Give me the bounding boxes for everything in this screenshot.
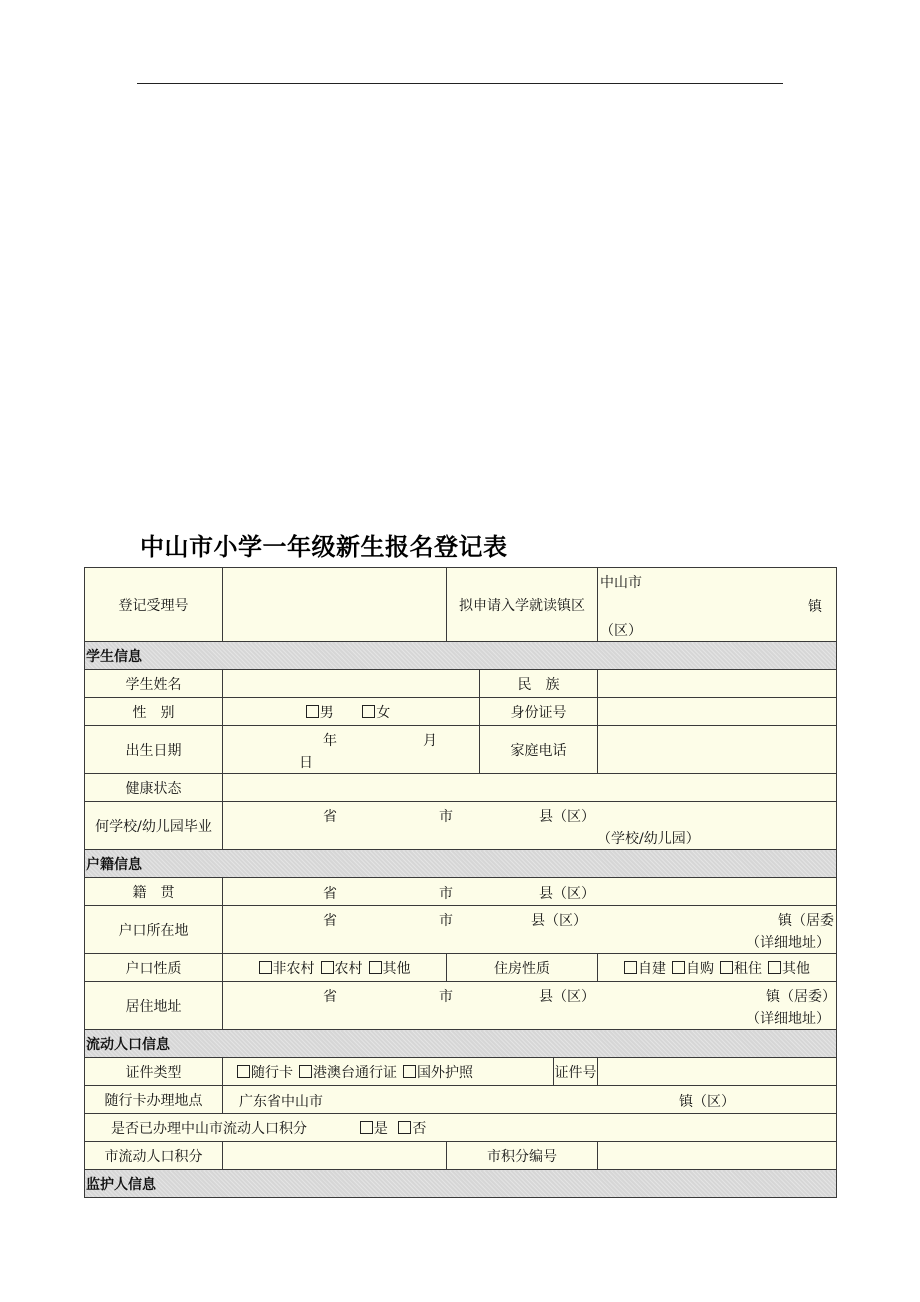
checkbox-icon[interactable] [306, 705, 319, 718]
card-place-suffix: 镇（区） [679, 1094, 735, 1110]
native-province: 省 [323, 886, 337, 902]
nature-option-rural[interactable]: 农村 [321, 961, 363, 977]
prev-school-province: 省 [323, 809, 337, 825]
district-city: 中山市 [600, 575, 642, 591]
gender-options [223, 698, 480, 726]
residence-province: 省 [323, 989, 337, 1005]
doc-type-label: 证件类型 [85, 1058, 223, 1086]
residence-detail: （详细地址） [746, 1011, 830, 1027]
registration-form [84, 567, 836, 1198]
gender-male-option[interactable]: 男 [306, 705, 334, 721]
points-number-field[interactable] [598, 1142, 837, 1170]
reg-no-label: 登记受理号 [85, 568, 223, 642]
checkbox-icon[interactable] [768, 961, 781, 974]
checkbox-icon[interactable] [259, 961, 272, 974]
gender-label: 性 别 [85, 698, 223, 726]
housing-nature-label: 住房性质 [447, 954, 598, 982]
card-place-field[interactable] [223, 1086, 837, 1114]
points-question-row [85, 1114, 837, 1142]
doc-option-passport[interactable]: 国外护照 [403, 1065, 473, 1081]
ethnicity-field[interactable] [598, 670, 837, 698]
housing-option-other[interactable]: 其他 [768, 961, 810, 977]
points-yes-option[interactable]: 是 [360, 1121, 388, 1137]
hukou-nature-label: 户口性质 [85, 954, 223, 982]
form-title: 中山市小学一年级新生报名登记表 [140, 533, 508, 561]
card-place-prefix: 广东省中山市 [239, 1094, 323, 1110]
district-town: 镇 [808, 599, 822, 615]
health-field[interactable] [223, 774, 837, 802]
residence-address-field[interactable] [223, 982, 837, 1030]
checkbox-icon[interactable] [672, 961, 685, 974]
form-grid [84, 567, 837, 1198]
gender-female-option[interactable]: 女 [362, 705, 390, 721]
checkbox-icon[interactable] [720, 961, 733, 974]
checkbox-icon[interactable] [624, 961, 637, 974]
health-label: 健康状态 [85, 774, 223, 802]
native-city: 市 [439, 886, 453, 902]
checkbox-icon[interactable] [362, 705, 375, 718]
section-student: 学生信息 [85, 642, 837, 670]
doc-option-card[interactable]: 随行卡 [237, 1065, 293, 1081]
doc-type-options [223, 1058, 554, 1086]
prev-school-city: 市 [439, 809, 453, 825]
checkbox-icon[interactable] [398, 1121, 411, 1134]
district-field[interactable] [598, 568, 837, 642]
checkbox-icon[interactable] [299, 1065, 312, 1078]
nature-option-nonrural[interactable]: 非农村 [259, 961, 315, 977]
residence-city: 市 [439, 989, 453, 1005]
birth-date-field[interactable] [223, 726, 480, 774]
birth-date-label: 出生日期 [85, 726, 223, 774]
housing-option-rented[interactable]: 租住 [720, 961, 762, 977]
birth-day-unit: 日 [299, 755, 313, 771]
native-place-field[interactable] [223, 878, 837, 906]
prev-school-field[interactable] [223, 802, 837, 850]
housing-option-selfbuilt[interactable]: 自建 [624, 961, 666, 977]
reg-no-field[interactable] [223, 568, 447, 642]
points-field[interactable] [223, 1142, 447, 1170]
native-place-label: 籍 贯 [85, 878, 223, 906]
section-liudong: 流动人口信息 [85, 1030, 837, 1058]
housing-option-purchased[interactable]: 自购 [672, 961, 714, 977]
hukou-county: 县（区） [531, 913, 587, 929]
prev-school-label: 何学校/幼儿园毕业 [85, 802, 223, 850]
hukou-nature-options [223, 954, 447, 982]
birth-month-unit: 月 [423, 733, 437, 749]
hukou-detail: （详细地址） [746, 935, 830, 951]
section-huji: 户籍信息 [85, 850, 837, 878]
student-name-field[interactable] [223, 670, 480, 698]
checkbox-icon[interactable] [321, 961, 334, 974]
points-question: 是否已办理中山市流动人口积分 [111, 1120, 307, 1137]
hukou-city: 市 [439, 913, 453, 929]
ethnicity-label: 民 族 [480, 670, 598, 698]
checkbox-icon[interactable] [403, 1065, 416, 1078]
id-number-label: 身份证号 [480, 698, 598, 726]
district-label: 拟申请入学就读镇区 [447, 568, 598, 642]
birth-year-unit: 年 [323, 733, 337, 749]
section-guardian: 监护人信息 [85, 1170, 837, 1198]
housing-nature-options [598, 954, 837, 982]
doc-number-field[interactable] [598, 1058, 837, 1086]
residence-county: 县（区） [539, 989, 595, 1005]
top-rule [137, 83, 783, 84]
home-phone-label: 家庭电话 [480, 726, 598, 774]
nature-option-other[interactable]: 其他 [369, 961, 411, 977]
native-county: 县（区） [539, 886, 595, 902]
doc-option-hk-mo-tw[interactable]: 港澳台通行证 [299, 1065, 397, 1081]
hukou-location-field[interactable] [223, 906, 837, 954]
checkbox-icon[interactable] [360, 1121, 373, 1134]
points-label: 市流动人口积分 [85, 1142, 223, 1170]
checkbox-icon[interactable] [369, 961, 382, 974]
prev-school-county: 县（区） [539, 809, 595, 825]
checkbox-icon[interactable] [237, 1065, 250, 1078]
home-phone-field[interactable] [598, 726, 837, 774]
student-name-label: 学生姓名 [85, 670, 223, 698]
residence-town: 镇（居委） [766, 989, 836, 1005]
hukou-location-label: 户口所在地 [85, 906, 223, 954]
points-number-label: 市积分编号 [447, 1142, 598, 1170]
residence-address-label: 居住地址 [85, 982, 223, 1030]
hukou-province: 省 [323, 913, 337, 929]
id-number-field[interactable] [598, 698, 837, 726]
doc-number-label: 证件号 [554, 1058, 598, 1086]
card-place-label: 随行卡办理地点 [85, 1086, 223, 1114]
hukou-town: 镇（居委 [778, 913, 834, 929]
prev-school-suffix: （学校/幼儿园） [597, 831, 700, 847]
points-no-option[interactable]: 否 [398, 1121, 426, 1137]
district-qu: （区） [600, 623, 642, 639]
